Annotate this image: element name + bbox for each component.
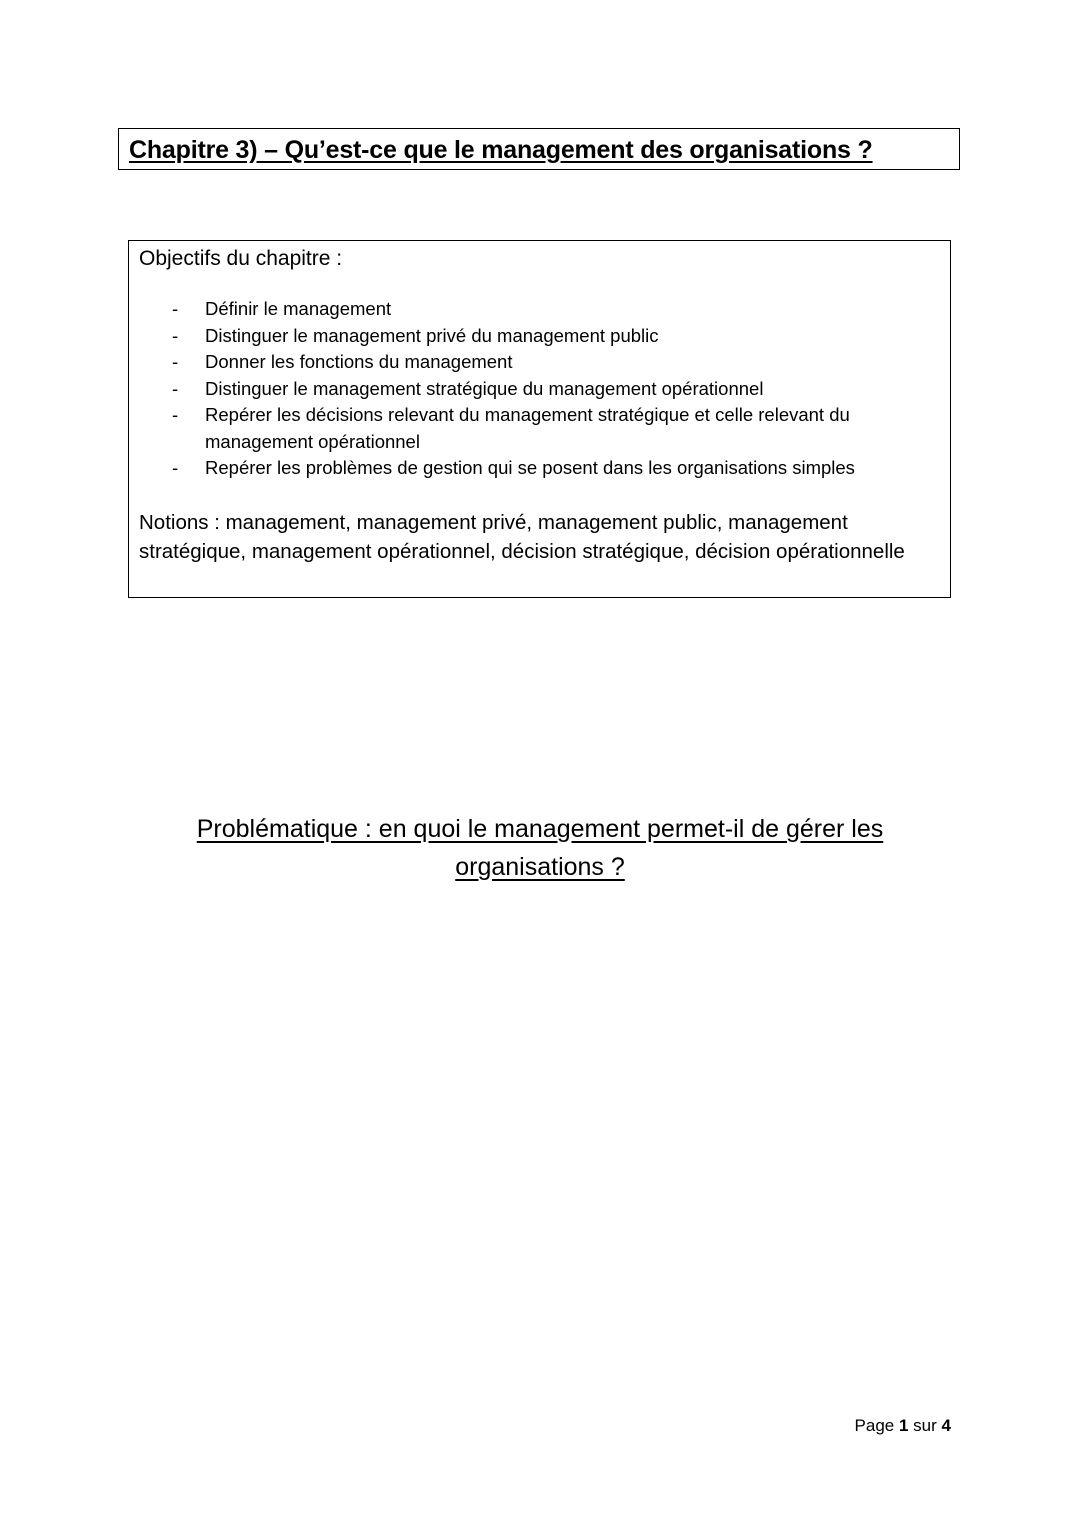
notions-text: Notions : management, management privé, management public, management stratégique, management opérationnel, décision stratégique, décision opérationnelle bbox=[139, 510, 905, 563]
problematique-heading: Problématique : en quoi le management permet-il de gérer les organisations ? bbox=[196, 815, 884, 881]
objective-text: Donner les fonctions du management bbox=[205, 351, 513, 372]
list-item bbox=[139, 376, 940, 403]
objectives-list bbox=[139, 296, 940, 482]
dash-bullet: - bbox=[172, 457, 179, 478]
dash-bullet: - bbox=[172, 298, 179, 319]
page-label: Page bbox=[854, 1416, 895, 1435]
page-number bbox=[855, 1416, 951, 1436]
objectives-box bbox=[128, 240, 951, 598]
list-item bbox=[139, 323, 940, 350]
page-current: 1 bbox=[898, 1416, 909, 1435]
objective-text: Repérer les décisions relevant du management stratégique et celle relevant du management opérationnel bbox=[205, 404, 850, 452]
dash-bullet: - bbox=[172, 377, 179, 399]
list-item bbox=[139, 402, 940, 455]
objective-text: Distinguer le management stratégique du management opérationnel bbox=[205, 377, 764, 399]
list-item bbox=[139, 296, 940, 323]
dash-bullet: - bbox=[172, 351, 179, 372]
objective-text: Repérer les problèmes de gestion qui se posent dans les organisations simples bbox=[205, 457, 855, 478]
list-item bbox=[139, 455, 940, 482]
dash-bullet: - bbox=[172, 324, 179, 346]
list-item bbox=[139, 349, 940, 376]
chapter-title-box bbox=[118, 128, 960, 170]
objective-text: Distinguer le management privé du management public bbox=[205, 324, 659, 346]
dash-bullet: - bbox=[172, 404, 179, 425]
chapter-title: Chapitre 3) – Qu’est-ce que le management des organisations ? bbox=[129, 136, 873, 164]
page-sep: sur bbox=[913, 1416, 937, 1435]
objective-text: Définir le management bbox=[205, 298, 392, 319]
objectives-heading: Objectifs du chapitre : bbox=[139, 247, 343, 270]
page-total: 4 bbox=[941, 1416, 951, 1435]
